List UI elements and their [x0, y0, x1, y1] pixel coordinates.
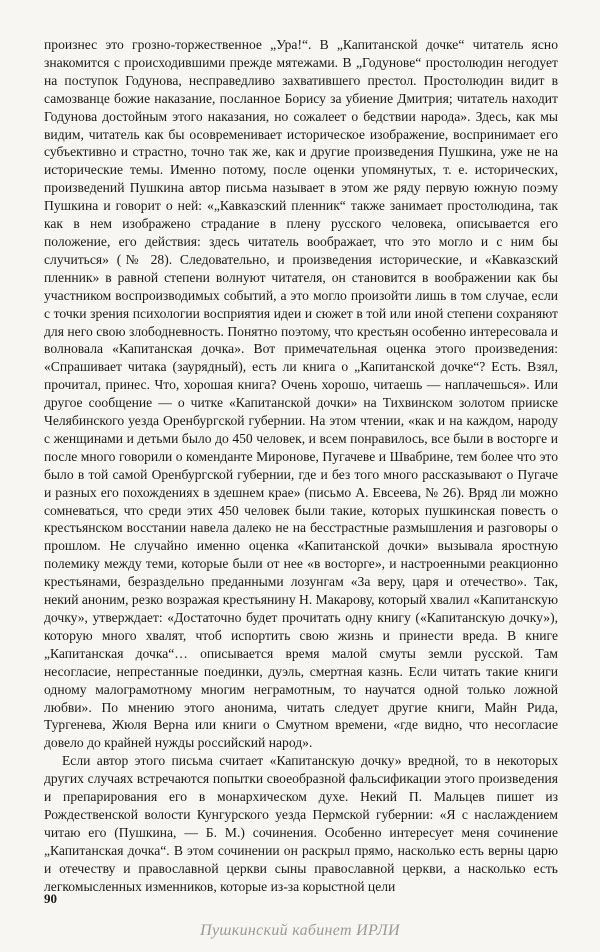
paragraph-2: Если автор этого письма считает «Капитанскую дочку» вредной, то в некоторых других случаях встречаются попытки своеобразной фальсификации этого произведения и препарирования его в монархическом духе. Некий П. Мальцев пишет из Рождественской волости Кунгурского уезда Пермской губернии: «Я с наслаждением читаю его (Пушкина, — Б. М.) сочинения. Особенно интересует меня сочинение „Капитанская дочка“. В этом сочинении он раскрыл прямо, насколько есть верны царю и отечеству и православной церкви сыны православной церкви, а насколько есть легкомысленных изменников, которые из-за корыстной цели [44, 753, 558, 894]
page-body [44, 36, 558, 896]
watermark: Пушкинский кабинет ИРЛИ [200, 922, 400, 939]
page-number: 90 [44, 891, 57, 906]
paragraph-1: произнес это грозно-торжественное „Ура!“. В „Капитанской дочке“ читатель ясно знакомится с происходившими прежде мятежами. В „Годунове“ простолюдин негодует на поступок Годунова, несправедливо захватившего престол. Простолюдин видит в самозванце божие наказание, посланное Борису за убиение Дмитрия; читатель находит Годунова достойным этого наказания, но сожалеет о бедствии народа». Здесь, как мы видим, читатель как бы осовременивает историческое изображение, воспринимает его субъективно и страстно, точно так же, как и другие произведения Пушкина, уже не на исторические темы. Именно потому, после оценки упомянутых, т. е. исторических, произведений Пушкина автор письма называет в этом же ряду первую южную поэму Пушкина и говорит о ней: «„Кавказский пленник“ также занимает простолюдина, так как в нем изображено страдание в плену русского человека, описывается его положение, его действия: здесь читатель воображает, что это могло и с ним бы случиться» (№ 28). Следовательно, и произведения исторические, и «Кавказский пленник» в равной степени волнуют читателя, он становится в воображении как бы участником воспроизводимых событий, а это могло произойти лишь в том случае, если с точки зрения психологии восприятия идеи и сюжет в той или иной степени сохраняют для него свою злободневность. Понятно поэтому, что крестьян особенно интересовала и волновала «Капитанская дочка». Вот примечательная оценка этого произведения: «Спрашивает читака (заурядный), есть ли книга о „Капитанской дочке“? Есть. Взял, прочитал, принес. Что, хорошая книга? Очень хорошо, читаешь — наплачешься». Или другое сообщение — о читке «Капитанской дочки» на Тихвинском золотом прииске Челябинского уезда Оренбургской губернии. На этом чтении, «как и на каждом, народу с женщинами и детьми было до 450 человек, и всем понравилось, все были в восторге и после много говорили о коменданте Миронове, Пугачеве и Швабрине, тем более что это было в той самой Оренбургской губернии, где и без того много рассказывают о Пугаче и разных его похождениях в здешнем крае» (письмо А. Евсеева, № 26). Вряд ли можно сомневаться, что среди этих 450 человек были такие, которых пушкинская повесть о крестьянском восстании навела далеко не на бесстрастные размышления и разговоры о прошлом. Не случайно именно оценка «Капитанской дочки» вызывала яростную полемику между теми, которые были от нее «в восторге», и настроенными реакционно крестьянами, безраздельно преданными лозунгам «За веру, царя и отечество». Так, некий аноним, резко возражая крестьянину Н. Макарову, который хвалил «Капитанскую дочку», утверждает: «Достаточно будет прочитать одну книгу («Капитанскую дочку»), которую много хвалят, чтоб испортить свою жизнь и принести вреда. В книге „Капитанская дочка“… описывается время малой смуты земли русской. Там несогласие, непрестанные поединки, дуэль, смертная казнь. Если читать такие книги одному малограмотному многим неграмотным, то научатся одной только ложной любви». По мнению этого анонима, читать следует другие книги, Майн Рида, Тургенева, Жюля Верна или книги о Смутном времени, «где видно, что несогласие довело до крайней нужды российский народ». [44, 37, 558, 751]
